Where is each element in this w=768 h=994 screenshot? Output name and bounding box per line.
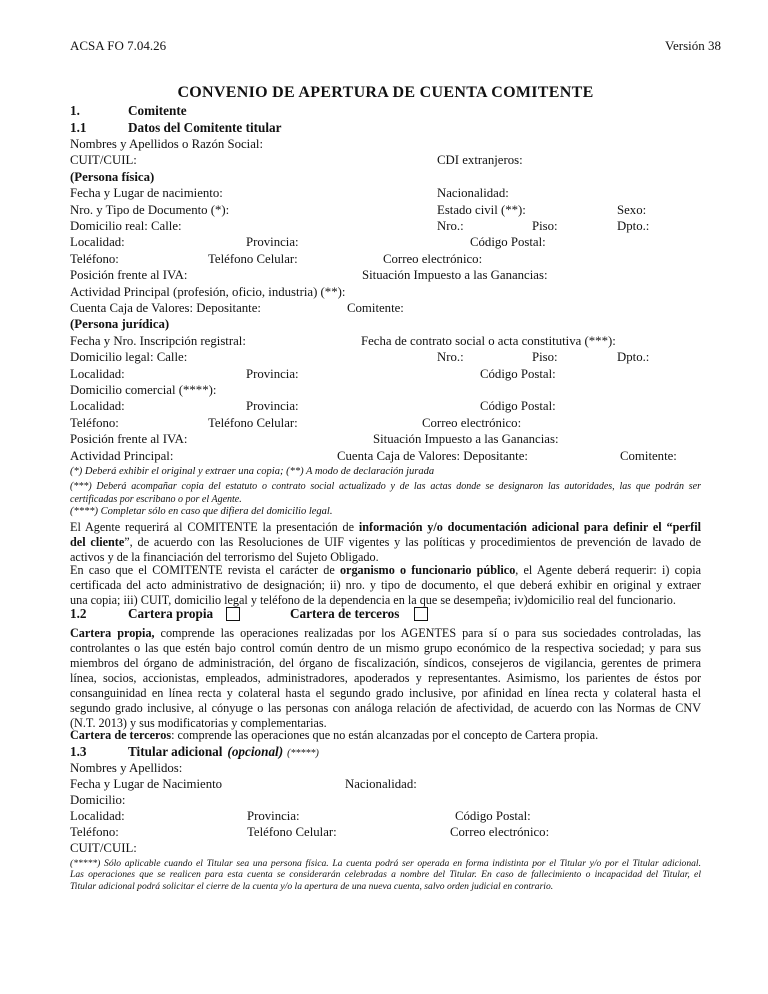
label-nro: Nro.:	[437, 219, 464, 233]
label-comitente: Comitente:	[620, 449, 677, 463]
paragraph-line: El Agente requerirá al COMITENTE la presentación de información y/o documentación adicional para definir el “perfil	[70, 520, 702, 534]
footnote-reference: (*****)	[287, 748, 319, 759]
label-cuit-cuil: CUIT/CUIL:	[70, 841, 137, 855]
footnote-asterisk-1-2: (*) Deberá exhibir el original y extraer una copia; (**) A modo de declaración jurada	[70, 466, 435, 477]
label-dpto: Dpto.:	[617, 350, 650, 364]
label-fecha-lugar-nacimiento: Fecha y Lugar de nacimiento:	[70, 186, 223, 200]
footnote-line: Titular adicional podrá solicitar el cierre de la cuenta y/o la apertura de una nueva cuenta, salvo orden judicial en contrario.	[70, 880, 554, 892]
form-row	[70, 301, 710, 318]
form-row	[70, 252, 710, 269]
label-fecha-lugar-nacimiento-adicional: Fecha y Lugar de Nacimiento	[70, 777, 223, 791]
section-1-heading	[70, 103, 705, 121]
opcional-label: (opcional)	[227, 744, 284, 759]
paragraph-funcionario-publico	[70, 563, 701, 608]
label-situacion-ganancias: Situación Impuesto a las Ganancias:	[373, 432, 559, 446]
form-row	[70, 268, 710, 285]
label-nacionalidad: Nacionalidad:	[345, 777, 417, 791]
form-row	[70, 367, 710, 384]
form-row	[70, 809, 710, 826]
form-row	[70, 285, 710, 302]
label-codigo-postal: Código Postal:	[480, 399, 556, 413]
label-codigo-postal: Código Postal:	[455, 809, 531, 823]
label-localidad: Localidad:	[70, 809, 125, 823]
footnote-line: certificadas por escribano o por el Agente.	[70, 494, 242, 506]
footnote-line: (***) Deberá acompañar copia del estatuto o contrato social actualizado y de las actas donde se designaron las autoridades, las que podrán ser	[70, 481, 701, 492]
label-domicilio: Domicilio:	[70, 793, 126, 807]
form-row	[70, 825, 710, 842]
footnote-line: Las operaciones que se realicen para esta cuenta se considerarán celebradas a nombre del Titular. En caso de fallecimiento o incapacidad del Titular, el	[70, 869, 701, 881]
label-sexo: Sexo:	[617, 203, 647, 217]
label-localidad: Localidad:	[70, 367, 125, 381]
label-nombres-razon-social: Nombres y Apellidos o Razón Social:	[70, 137, 263, 151]
form-row	[70, 235, 710, 252]
label-localidad: Localidad:	[70, 235, 125, 249]
form-row	[70, 186, 710, 203]
doc-title: CONVENIO DE APERTURA DE CUENTA COMITENTE	[177, 84, 594, 101]
doc-code: ACSA FO 7.04.26	[70, 38, 167, 53]
label-cuenta-cv-depositante: Cuenta Caja de Valores: Depositante:	[337, 449, 528, 463]
label-provincia: Provincia:	[247, 809, 300, 823]
paragraph-line: del cliente”, de acuerdo con las Resoluciones de UIF vigentes y las políticas y procedimientos de prevención de lavado de	[70, 535, 701, 549]
form-row	[70, 449, 710, 466]
label-nro: Nro.:	[437, 350, 464, 364]
label-piso: Piso:	[532, 350, 558, 364]
doc-version: Versión 38	[665, 38, 721, 53]
form-row	[70, 334, 710, 351]
paragraph-line: activos y de la financiación del terrorismo del Sujeto Obligado.	[70, 550, 379, 564]
label-telefono: Teléfono:	[70, 252, 119, 266]
section-1-1-number: 1.1	[70, 120, 87, 135]
label-actividad-principal-ext: Actividad Principal (profesión, oficio, industria) (**):	[70, 285, 346, 299]
label-domicilio-legal-calle: Domicilio legal: Calle:	[70, 350, 188, 364]
label-persona-fisica: (Persona física)	[70, 170, 155, 184]
form-row	[70, 383, 710, 400]
label-telefono: Teléfono:	[70, 825, 119, 839]
label-comitente: Comitente:	[347, 301, 404, 315]
label-cuit-cuil: CUIT/CUIL:	[70, 153, 137, 167]
cartera-terceros-checkbox[interactable]	[414, 607, 428, 621]
cartera-propia-checkbox[interactable]	[226, 607, 240, 621]
label-posicion-iva: Posición frente al IVA:	[70, 432, 188, 446]
label-fecha-contrato-social: Fecha de contrato social o acta constitutiva (***):	[361, 334, 616, 348]
paragraph-line: una copia; iii) CUIT, domicilio legal y teléfono de la dependencia en la que se desempeña; iv)domicilio real del funcionario.	[70, 593, 676, 607]
footnote-line: (*****) Sólo aplicable cuando el Titular sea una persona física. La cuenta podrá ser operada en forma indistinta por el Titular y/o por el Titular adicional.	[70, 858, 701, 869]
section-1-1-heading	[70, 120, 705, 138]
paragraph-line: segundo grado inclusive, al cónyuge o las personas con análoga relación de afectividad, de acuerdo con las Normas de CNV	[70, 701, 701, 715]
label-estado-civil: Estado civil (**):	[437, 203, 526, 217]
form-row	[70, 170, 710, 187]
paragraph-line: En caso que el COMITENTE revista el carácter de organismo o funcionario público, el Agente deberá requerir: i) copia	[70, 563, 701, 577]
form-row	[70, 777, 710, 794]
form-row	[70, 793, 710, 810]
label-domicilio-real-calle: Domicilio real: Calle:	[70, 219, 182, 233]
label-cartera-terceros: Cartera de terceros	[290, 606, 400, 621]
form-row	[70, 416, 710, 433]
form-row	[70, 432, 710, 449]
label-nro-tipo-documento: Nro. y Tipo de Documento (*):	[70, 203, 230, 217]
section-1-3-title: Titular adicional (opcional) (*****)	[128, 744, 319, 759]
paragraph-line: línea, socios, accionistas, empleados, administradores, apoderados y representantes. Asimismo, los parientes de éstos por	[70, 671, 701, 685]
label-telefono-celular: Teléfono Celular:	[208, 416, 298, 430]
form-row	[70, 153, 710, 170]
label-provincia: Provincia:	[246, 399, 299, 413]
label-cuenta-cv-depositante: Cuenta Caja de Valores: Depositante:	[70, 301, 261, 315]
paragraph-line: consanguinidad en línea recta y colateral hasta el segundo grado inclusive, por afinidad en línea recta y colateral hasta el	[70, 686, 701, 700]
label-codigo-postal: Código Postal:	[470, 235, 546, 249]
label-nacionalidad: Nacionalidad:	[437, 186, 509, 200]
section-1-3-number: 1.3	[70, 744, 87, 759]
label-domicilio-comercial: Domicilio comercial (****):	[70, 383, 217, 397]
section-1-number: 1.	[70, 103, 80, 118]
paragraph-perfil-cliente	[70, 520, 701, 565]
label-situacion-ganancias: Situación Impuesto a las Ganancias:	[362, 268, 548, 282]
form-row	[70, 350, 710, 367]
paragraph-cartera-terceros: Cartera de terceros: comprende las operaciones que no están alcanzadas por el concepto de Cartera propia.	[70, 728, 599, 742]
form-row	[70, 219, 710, 236]
label-provincia: Provincia:	[246, 367, 299, 381]
section-1-3-heading	[70, 744, 705, 762]
footnote-asterisk-3	[70, 480, 701, 507]
footnote-asterisk-4: (****) Completar sólo en caso que difiera del domicilio legal.	[70, 506, 333, 517]
paragraph-line: miembros del órgano de administración, del órgano de fiscalización, síndicos, consejeros de vigilancia, gerentes de primera	[70, 656, 701, 670]
label-fecha-nro-inscripcion: Fecha y Nro. Inscripción registral:	[70, 334, 246, 348]
paragraph-line: Cartera propia, comprende las operaciones realizadas por los AGENTES para sí o para sus sociedades controladas, las	[70, 626, 701, 640]
label-dpto: Dpto.:	[617, 219, 650, 233]
section-1-2-number: 1.2	[70, 606, 87, 621]
section-1-2-heading	[70, 606, 705, 624]
paragraph-line: certificada del acto administrativo de designación; ii) nro. y tipo de documento, el que deberá exhibir en original y extraer	[70, 578, 701, 592]
paragraph-line: controlantes o las que estén bajo control común dentro de un mismo grupo económico de la respectiva sociedad; y para sus	[70, 641, 701, 655]
label-persona-juridica: (Persona jurídica)	[70, 317, 170, 331]
label-localidad: Localidad:	[70, 399, 125, 413]
label-correo-electronico: Correo electrónico:	[422, 416, 522, 430]
form-row	[70, 399, 710, 416]
form-row	[70, 203, 710, 220]
footnote-asterisk-5	[70, 858, 701, 892]
label-actividad-principal: Actividad Principal:	[70, 449, 174, 463]
section-1-title: Comitente	[128, 103, 187, 118]
form-row	[70, 317, 710, 334]
label-cartera-propia: Cartera propia	[128, 606, 214, 621]
form-row	[70, 761, 710, 778]
label-telefono-celular: Teléfono Celular:	[208, 252, 298, 266]
paragraph-cartera-propia	[70, 626, 701, 731]
label-correo-electronico: Correo electrónico:	[383, 252, 483, 266]
label-nombres-apellidos: Nombres y Apellidos:	[70, 761, 183, 775]
label-codigo-postal: Código Postal:	[480, 367, 556, 381]
form-row	[70, 841, 710, 858]
form-row	[70, 137, 710, 154]
paragraph-line: (N.T. 2013) y sus modificatorias y complementarias.	[70, 716, 327, 730]
label-telefono: Teléfono:	[70, 416, 119, 430]
label-posicion-iva: Posición frente al IVA:	[70, 268, 188, 282]
label-telefono-celular: Teléfono Celular:	[247, 825, 337, 839]
label-provincia: Provincia:	[246, 235, 299, 249]
label-cdi-extranjeros: CDI extranjeros:	[437, 153, 523, 167]
label-piso: Piso:	[532, 219, 558, 233]
section-1-1-title: Datos del Comitente titular	[128, 120, 282, 135]
label-correo-electronico: Correo electrónico:	[450, 825, 550, 839]
